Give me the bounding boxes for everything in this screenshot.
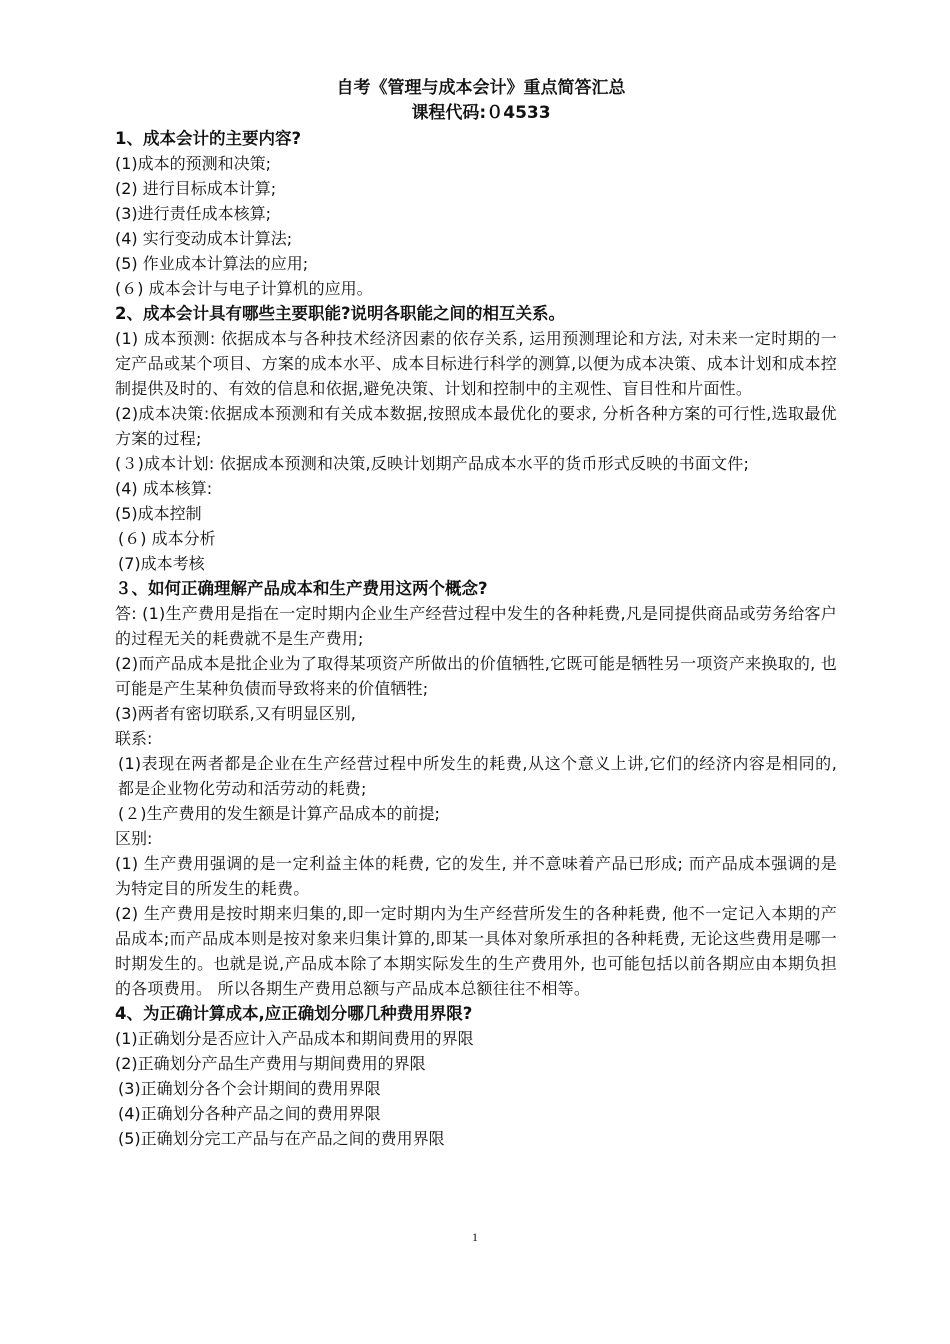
page-number: 1 xyxy=(472,1230,478,1244)
section-3-item: (２)生产费用的发生额是计算产品成本的前提; xyxy=(118,804,440,823)
document-title: 自考《管理与成本会计》重点简答汇总 xyxy=(336,78,626,98)
section-3-item: (3)两者有密切联系,又有明显区别, xyxy=(115,704,356,723)
section-3-heading: ３、如何正确理解产品成本和生产费用这两个概念? xyxy=(115,579,488,598)
section-4-item: (2)正确划分产品生产费用与期间费用的界限 xyxy=(115,1054,426,1073)
section-2-heading: 2、成本会计具有哪些主要职能?说明各职能之间的相互关系。 xyxy=(115,304,566,323)
section-2-item: (7)成本考核 xyxy=(118,554,205,573)
document-body xyxy=(115,76,837,1151)
section-3-paragraph: (1)表现在两者都是企业在生产经营过程中所发生的耗费,从这个意义上讲,它们的经济内容是相同的,都是企业物化劳动和活劳动的耗费; xyxy=(118,754,837,798)
section-1-item: (4) 实行变动成本计算法; xyxy=(115,229,293,248)
section-2-item: (5)成本控制 xyxy=(115,504,202,523)
section-1-item: (3)进行责任成本核算; xyxy=(115,204,272,223)
section-1-item: (1)成本的预测和决策; xyxy=(115,154,272,173)
section-2-item: (4) 成本核算: xyxy=(115,479,213,498)
section-1-item: (5) 作业成本计算法的应用; xyxy=(115,254,309,273)
section-3-paragraph: 答: (1)生产费用是指在一定时期内企业生产经营过程中发生的各种耗费,凡是同提供商品或劳务给客户的过程无关的耗费就不是生产费用; xyxy=(115,604,837,648)
section-3-paragraph: (2)而产品成本是批企业为了取得某项资产所做出的价值牺牲,它既可能是牺牲另一项资产来换取的, 也可能是产生某种负债而导致将来的价值牺牲; xyxy=(115,654,837,698)
section-2-paragraph: (1) 成本预测: 依据成本与各种技术经济因素的依存关系, 运用预测理论和方法, 对未来一定时期的一定产品或某个项目、方案的成本水平、成本目标进行科学的测算,以便为成本决策、成本计划和成本控制提供及时的、有效的信息和依据,避免决策、计划和控制中的主观性、盲目性和片面性。 xyxy=(115,329,837,398)
section-3-label: 区别: xyxy=(115,829,153,848)
section-4-item: (4)正确划分各种产品之间的费用界限 xyxy=(118,1104,381,1123)
section-4-heading: 4、为正确计算成本,应正确划分哪几种费用界限? xyxy=(115,1004,473,1023)
section-1-heading: 1、成本会计的主要内容? xyxy=(115,129,302,148)
section-1-item: (６) 成本会计与电子计算机的应用。 xyxy=(115,279,373,298)
section-2-paragraph: (３)成本计划: 依据成本预测和决策,反映计划期产品成本水平的货币形式反映的书面文件; xyxy=(115,454,750,473)
section-4-item: (5)正确划分完工产品与在产品之间的费用界限 xyxy=(118,1129,445,1148)
course-code: 课程代码:０4533 xyxy=(411,103,551,123)
section-3-paragraph: (1) 生产费用强调的是一定利益主体的耗费, 它的发生, 并不意味着产品已形成; 而产品成本强调的是为特定目的所发生的耗费。 xyxy=(115,854,837,898)
section-4-item: (1)正确划分是否应计入产品成本和期间费用的界限 xyxy=(115,1029,474,1048)
section-2-item: (６) 成本分析 xyxy=(118,529,216,548)
section-3-paragraph: (2) 生产费用是按时期来归集的,即一定时期内为生产经营所发生的各种耗费, 他不一定记入本期的产品成本;而产品成本则是按对象来归集计算的,即某一具体对象所承担的各种耗费, 无论这些费用是哪一时期发生的。也就是说,产品成本除了本期实际发生的生产费用外, 也可能包括以前各期应由本期负担的各项费用。 所以各期生产费用总额与产品成本总额往往不相等。 xyxy=(115,904,837,998)
section-2-paragraph: (2)成本决策:依据成本预测和有关成本数据,按照成本最优化的要求, 分析各种方案的可行性,选取最优方案的过程; xyxy=(115,404,837,448)
section-4-item: (3)正确划分各个会计期间的费用界限 xyxy=(118,1079,381,1098)
section-3-label: 联系: xyxy=(115,729,153,748)
section-1-item: (2) 进行目标成本计算; xyxy=(115,179,277,198)
